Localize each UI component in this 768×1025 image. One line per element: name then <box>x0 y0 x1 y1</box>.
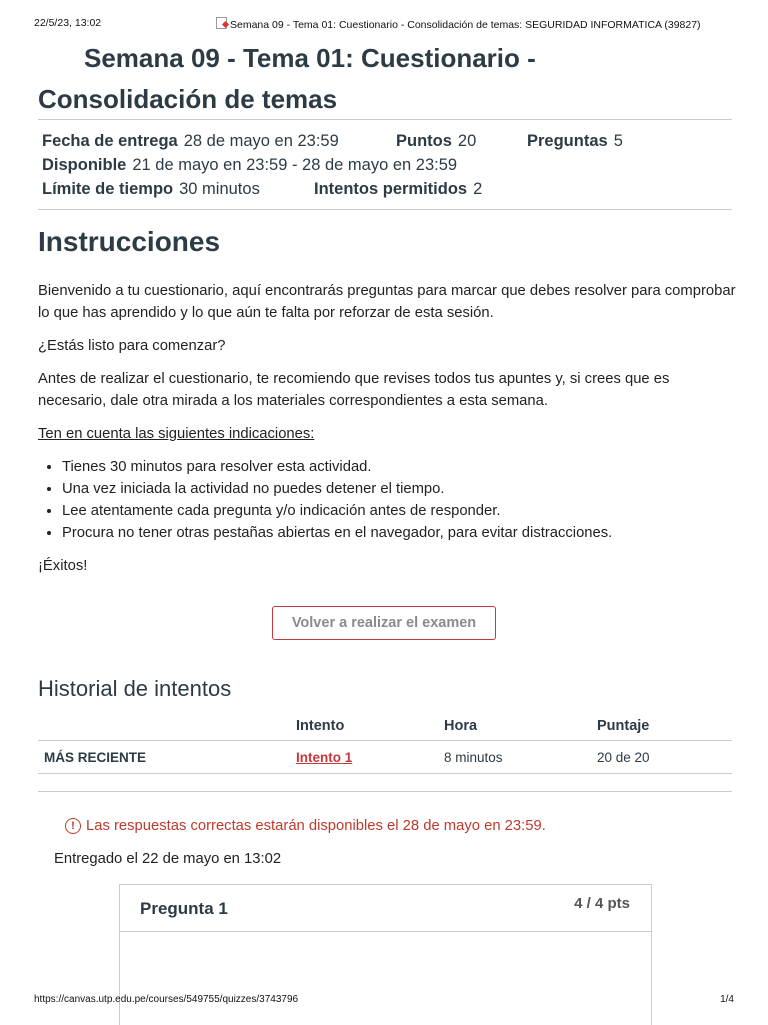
due-date-value: 28 de mayo en 23:59 <box>183 132 339 150</box>
retake-quiz-button[interactable]: Volver a realizar el examen <box>272 606 496 640</box>
instructions-list-item: • Lee atentamente cada pregunta y/o indicación antes de responder. <box>62 500 738 522</box>
table-row <box>38 741 732 774</box>
page-title <box>38 38 738 120</box>
time-limit-label: Límite de tiempo <box>42 180 174 198</box>
page-title-line1: Semana 09 - Tema 01: Cuestionario - <box>84 43 536 73</box>
time-limit-value: 30 minutos <box>179 180 260 198</box>
attempt-history-table <box>38 712 732 774</box>
print-page-number: 1/4 <box>720 994 734 1005</box>
print-datetime: 22/5/23, 13:02 <box>34 17 102 29</box>
instructions-list-item: • Tienes 30 minutos para resolver esta actividad. <box>62 456 738 478</box>
attempt-label: MÁS RECIENTE <box>38 741 296 774</box>
questions-value: 5 <box>613 132 623 150</box>
attempts-label: Intentos permitidos <box>314 180 468 198</box>
notice-text: Las respuestas correctas estarán disponibles el 28 de mayo en 23:59. <box>86 818 546 834</box>
questions-label: Preguntas <box>527 132 608 150</box>
available-label: Disponible <box>42 156 127 174</box>
column-header-attempt: Intento <box>296 712 444 741</box>
table-header-row <box>38 712 732 741</box>
indications-underlined-text: Ten en cuenta las siguientes indicaciones: <box>38 426 315 442</box>
attempt-history-heading: Historial de intentos <box>38 676 232 701</box>
attempt-time: 8 minutos <box>444 741 597 774</box>
instructions-paragraph: Antes de realizar el cuestionario, te recomiendo que revises todos tus apuntes y, si crees que es necesario, dale otra mirada a los materiales correspondientes a esta semana. <box>38 371 670 409</box>
print-document-title <box>216 17 701 31</box>
points-label: Puntos <box>396 132 452 150</box>
instructions-heading: Instrucciones <box>38 226 221 257</box>
divider <box>38 791 732 792</box>
column-header-time: Hora <box>444 712 597 741</box>
questions-count <box>527 132 623 151</box>
quiz-details <box>38 119 732 210</box>
instructions-list <box>38 456 738 544</box>
instructions-paragraph: ¿Estás listo para comenzar? <box>38 338 226 354</box>
time-limit <box>42 180 260 199</box>
due-date <box>42 132 339 151</box>
availability <box>42 156 457 175</box>
instructions-list-item: • Procura no tener otras pestañas abiertas en el navegador, para evitar distracciones. <box>62 522 738 544</box>
question-title: Pregunta 1 <box>140 899 228 918</box>
points <box>396 132 476 151</box>
attempt-score: 20 de 20 <box>597 741 732 774</box>
question-points: 4 / 4 pts <box>574 895 630 912</box>
allowed-attempts <box>314 180 482 199</box>
warning-circle-icon: ! <box>65 818 81 834</box>
submitted-date: Entregado el 22 de mayo en 13:02 <box>54 851 282 867</box>
page-title-line2: Consolidación de temas <box>38 84 338 114</box>
due-date-label: Fecha de entrega <box>42 132 178 150</box>
instructions-paragraph: Bienvenido a tu cuestionario, aquí encontrarás preguntas para marcar que debes resolver para comprobar lo que has aprendido y lo que aún te falta por reforzar de esta sesión. <box>38 283 736 321</box>
question-header <box>120 885 651 932</box>
answers-availability-notice <box>65 818 546 834</box>
available-value: 21 de mayo en 23:59 - 28 de mayo en 23:59 <box>132 156 458 174</box>
attempt-link[interactable]: Intento 1 <box>296 749 353 765</box>
instructions-closing: ¡Éxitos! <box>38 558 88 574</box>
instructions-body <box>38 280 738 588</box>
points-value: 20 <box>457 132 477 150</box>
print-document-title-text: Semana 09 - Tema 01: Cuestionario - Consolidación de temas: SEGURIDAD INFORMATICA (39827) <box>230 19 701 31</box>
column-header <box>38 712 296 741</box>
instructions-indications-heading <box>38 423 738 445</box>
column-header-score: Puntaje <box>597 712 732 741</box>
attempts-value: 2 <box>473 180 483 198</box>
print-url: https://canvas.utp.edu.pe/courses/549755/quizzes/3743796 <box>34 994 299 1005</box>
instructions-list-item: • Una vez iniciada la actividad no puedes detener el tiempo. <box>62 478 738 500</box>
document-icon <box>216 17 227 29</box>
